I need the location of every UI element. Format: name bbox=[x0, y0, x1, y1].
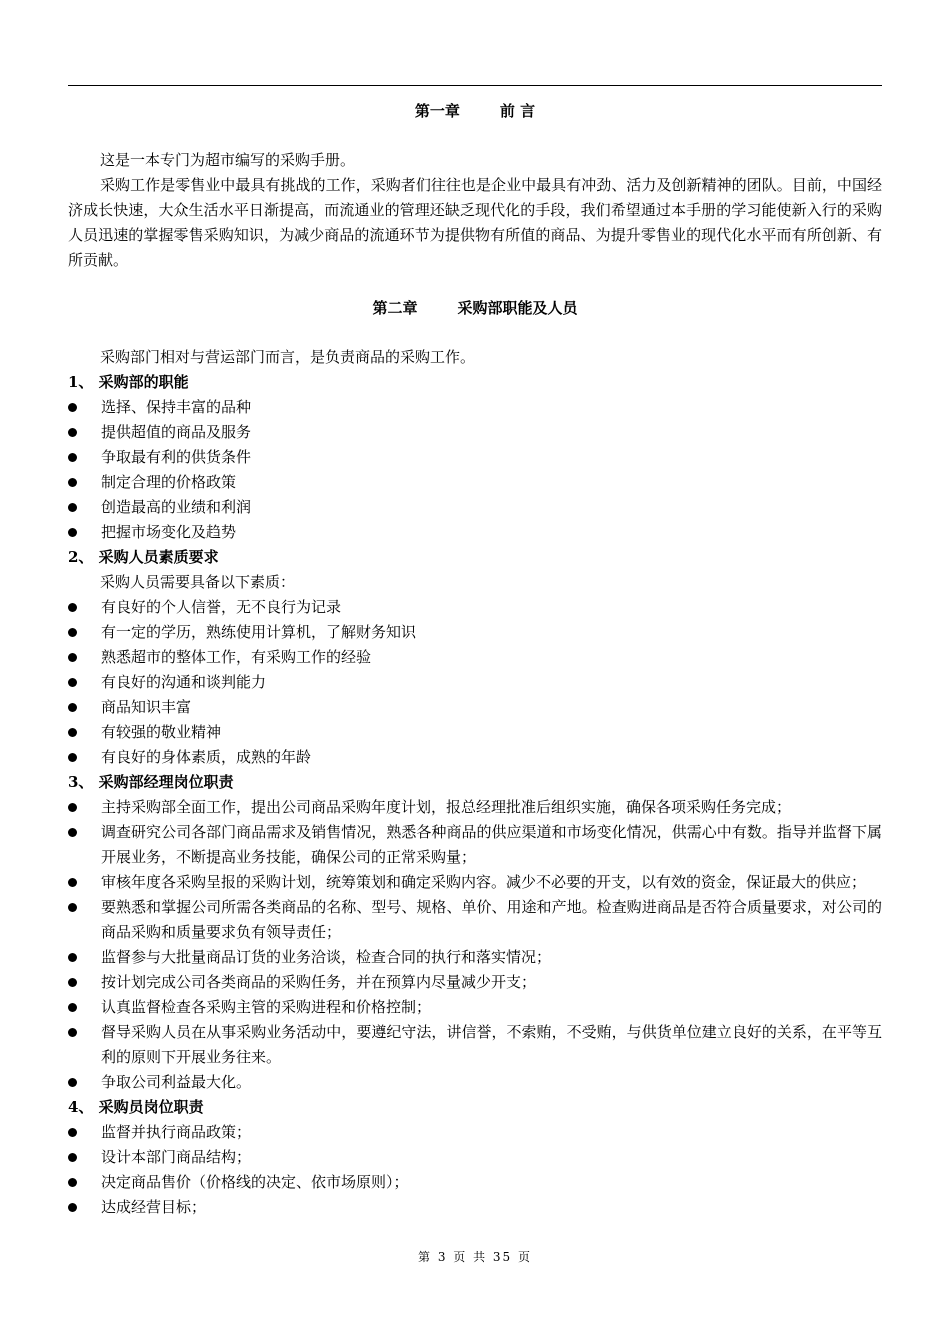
bullet-icon bbox=[68, 528, 77, 537]
bullet-icon bbox=[68, 478, 77, 487]
bullet-icon bbox=[68, 703, 77, 712]
list-item: 监督并执行商品政策； bbox=[68, 1120, 882, 1145]
list-item: 制定合理的价格政策 bbox=[68, 470, 882, 495]
paragraph: 采购工作是零售业中最具有挑战的工作，采购者们往往也是企业中最具有冲劲、活力及创新精神的团队。目前，中国经济成长快速，大众生活水平日渐提高，而流通业的管理还缺乏现代化的手段，我们希望通过本手册的学习能使新入行的采购人员迅速的掌握零售采购知识，为减少商品的流通环节为提供物有所值的商品、为提升零售业的现代化水平而有所创新、有所贡献。 bbox=[68, 176, 882, 269]
bullet-icon bbox=[68, 503, 77, 512]
list-item: 争取公司利益最大化。 bbox=[68, 1070, 882, 1095]
paragraph: 这是一本专门为超市编写的采购手册。 bbox=[100, 151, 356, 169]
bullet-icon bbox=[68, 1178, 77, 1187]
list-item: 熟悉超市的整体工作，有采购工作的经验 bbox=[68, 645, 882, 670]
chapter-2-title bbox=[68, 293, 882, 323]
bullet-icon bbox=[68, 678, 77, 687]
list-item: 监督参与大批量商品订货的业务洽谈，检查合同的执行和落实情况； bbox=[68, 945, 882, 970]
list-item: 创造最高的业绩和利润 bbox=[68, 495, 882, 520]
bullet-icon bbox=[68, 653, 77, 662]
chapter-2-number: 第二章 bbox=[372, 299, 418, 317]
section-heading: 1、 采购部的职能 bbox=[68, 373, 189, 391]
bullet-icon bbox=[68, 403, 77, 412]
chapter-1-name: 前 言 bbox=[499, 102, 536, 120]
list-item: 认真监督检查各采购主管的采购进程和价格控制； bbox=[68, 995, 882, 1020]
bullet-icon bbox=[68, 728, 77, 737]
list-item: 主持采购部全面工作，提出公司商品采购年度计划，报总经理批准后组织实施，确保各项采购任务完成； bbox=[68, 795, 882, 820]
bullet-icon bbox=[68, 428, 77, 437]
bullet-list bbox=[68, 795, 882, 1095]
bullet-icon bbox=[68, 1028, 77, 1037]
bullet-icon bbox=[68, 1078, 77, 1087]
chapter-1-title bbox=[68, 96, 882, 126]
list-item: 督导采购人员在从事采购业务活动中，要遵纪守法，讲信誉，不索贿，不受贿，与供货单位建立良好的关系，在平等互利的原则下开展业务往来。 bbox=[68, 1020, 882, 1070]
bullet-icon bbox=[68, 828, 77, 837]
list-item: 争取最有利的供货条件 bbox=[68, 445, 882, 470]
bullet-icon bbox=[68, 878, 77, 887]
section-heading: 4、 采购员岗位职责 bbox=[68, 1098, 204, 1116]
bullet-icon bbox=[68, 1153, 77, 1162]
list-item: 提供超值的商品及服务 bbox=[68, 420, 882, 445]
section-heading: 3、 采购部经理岗位职责 bbox=[68, 773, 234, 791]
list-item: 达成经营目标； bbox=[68, 1195, 882, 1220]
page-footer: 第 3 页 共 35 页 bbox=[418, 1250, 532, 1264]
list-item: 按计划完成公司各类商品的采购任务，并在预算内尽量减少开支； bbox=[68, 970, 882, 995]
list-item: 选择、保持丰富的品种 bbox=[68, 395, 882, 420]
chapter-1-number: 第一章 bbox=[414, 102, 460, 120]
paragraph: 采购人员需要具备以下素质： bbox=[100, 573, 296, 591]
list-item: 有良好的个人信誉，无不良行为记录 bbox=[68, 595, 882, 620]
bullet-list bbox=[68, 1120, 882, 1220]
list-item: 商品知识丰富 bbox=[68, 695, 882, 720]
section-heading: 2、 采购人员素质要求 bbox=[68, 548, 219, 566]
list-item: 调查研究公司各部门商品需求及销售情况，熟悉各种商品的供应渠道和市场变化情况，供需心中有数。指导并监督下属开展业务，不断提高业务技能，确保公司的正常采购量； bbox=[68, 820, 882, 870]
paragraph: 采购部门相对与营运部门而言，是负责商品的采购工作。 bbox=[100, 348, 476, 366]
bullet-icon bbox=[68, 1203, 77, 1212]
bullet-icon bbox=[68, 1003, 77, 1012]
bullet-list bbox=[68, 395, 882, 545]
bullet-icon bbox=[68, 603, 77, 612]
bullet-icon bbox=[68, 628, 77, 637]
bullet-icon bbox=[68, 953, 77, 962]
bullet-icon bbox=[68, 753, 77, 762]
list-item: 有一定的学历，熟练使用计算机，了解财务知识 bbox=[68, 620, 882, 645]
list-item: 要熟悉和掌握公司所需各类商品的名称、型号、规格、单价、用途和产地。检查购进商品是否符合质量要求，对公司的商品采购和质量要求负有领导责任； bbox=[68, 895, 882, 945]
list-item: 有良好的身体素质，成熟的年龄 bbox=[68, 745, 882, 770]
bullet-icon bbox=[68, 803, 77, 812]
bullet-list bbox=[68, 595, 882, 770]
list-item: 设计本部门商品结构； bbox=[68, 1145, 882, 1170]
page-content bbox=[68, 96, 882, 1220]
chapter-2-name: 采购部职能及人员 bbox=[457, 299, 578, 317]
list-item: 决定商品售价（价格线的决定、依市场原则）； bbox=[68, 1170, 882, 1195]
bullet-icon bbox=[68, 453, 77, 462]
list-item: 有较强的敬业精神 bbox=[68, 720, 882, 745]
list-item: 有良好的沟通和谈判能力 bbox=[68, 670, 882, 695]
bullet-icon bbox=[68, 1128, 77, 1137]
list-item: 审核年度各采购呈报的采购计划，统筹策划和确定采购内容。减少不必要的开支，以有效的资金，保证最大的供应； bbox=[68, 870, 882, 895]
bullet-icon bbox=[68, 978, 77, 987]
bullet-icon bbox=[68, 903, 77, 912]
list-item: 把握市场变化及趋势 bbox=[68, 520, 882, 545]
header-rule bbox=[68, 85, 882, 86]
